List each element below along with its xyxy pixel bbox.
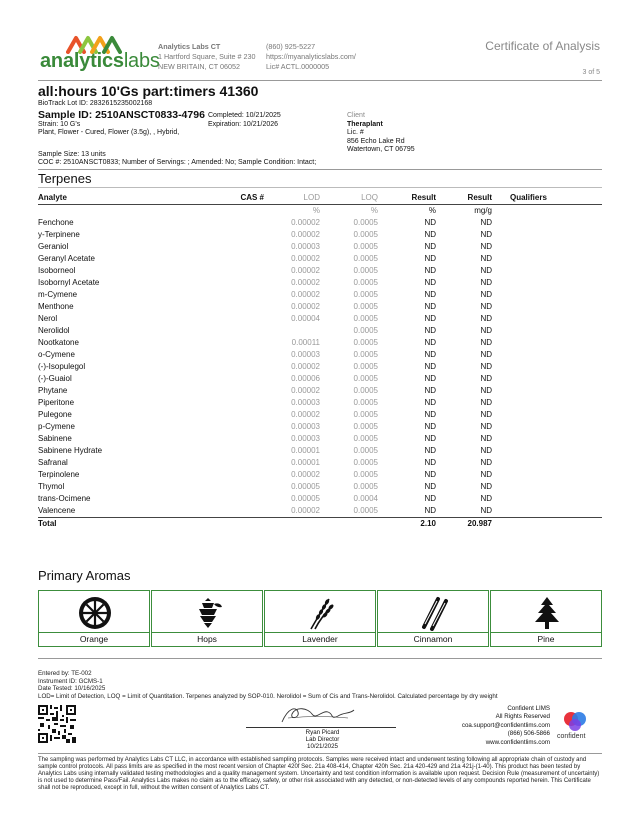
cas-number xyxy=(208,349,264,361)
result-mg: ND xyxy=(480,434,492,443)
lod-value: 0.00003 xyxy=(291,434,320,443)
qualifier xyxy=(492,253,602,265)
lab-website[interactable]: https://myanalyticslabs.com/ xyxy=(266,52,356,61)
lab-address-line2: NEW BRITAIN, CT 06052 xyxy=(158,62,241,71)
col-result-pct: Result xyxy=(378,192,436,205)
result-pct: ND xyxy=(424,506,436,515)
loq-value: 0.0005 xyxy=(353,242,378,251)
cas-number xyxy=(208,421,264,433)
loq-value: 0.0005 xyxy=(353,458,378,467)
cas-number xyxy=(208,457,264,469)
result-mg: ND xyxy=(480,338,492,347)
lod-value: 0.00005 xyxy=(291,482,320,491)
terpene-row xyxy=(38,229,602,241)
result-pct: ND xyxy=(424,410,436,419)
terpene-row xyxy=(38,505,602,518)
document-title: Certificate of Analysis xyxy=(485,39,600,53)
strain: Strain: 10 G's xyxy=(38,121,81,128)
lod-value: 0.00002 xyxy=(291,254,320,263)
lab-phone: (860) 925-5227 xyxy=(266,42,316,51)
lod-value: 0.00002 xyxy=(291,290,320,299)
biotrack-lot-id: BioTrack Lot ID: 2832615235002168 xyxy=(38,100,153,107)
analyte-name: trans-Ocimene xyxy=(38,494,91,503)
cas-number xyxy=(208,337,264,349)
result-mg: ND xyxy=(480,374,492,383)
loq-value: 0.0005 xyxy=(353,350,378,359)
result-pct: ND xyxy=(424,398,436,407)
loq-value: 0.0005 xyxy=(353,362,378,371)
qualifier xyxy=(492,421,602,433)
confident-logo-text: confident xyxy=(557,733,586,740)
signature-block xyxy=(250,729,395,751)
signature-line xyxy=(246,727,396,728)
analyte-name: Phytane xyxy=(38,386,68,395)
lab-contact xyxy=(266,42,356,72)
lab-address xyxy=(158,42,256,72)
result-pct: ND xyxy=(424,434,436,443)
notes-divider xyxy=(38,658,602,659)
lod-value: 0.00002 xyxy=(291,470,320,479)
loq-value: 0.0005 xyxy=(353,398,378,407)
sample-size: Sample Size: 13 units xyxy=(38,151,106,158)
legal-disclaimer: The sampling was performed by Analytics Labs CT LLC, in accordance with established sampling protocols. Samples were received intact and underwent testing following all appropriate chain of custody and sample control protocols. All pass limits are as specified in the most recent version of Chapter 420f Sec. 21a 408-414, Chapter 420h Sec. 21a 420-429 and 21a 421j-(1-40). This product has been tested by Analytics Labs using internally validated testing methodologies and a quality management system. Uncertainty and test condition information is available upon request. Decision Rule (measurement of uncertainty) is not used to determine Pass/Fail. Analytics Labs makes no claim as to the efficacy, safety, or other risk associated with any detected, or non-detected levels of any compounds reported herein. This Certificate shall not be reproduced, except in full, without the written consent of Analytics Labs CT. xyxy=(38,757,600,791)
coc-info: COC #: 2510ANSCT0833; Number of Servings: ; Amended: No; Sample Condition: Intact; xyxy=(38,159,317,166)
lavender-icon xyxy=(303,595,339,631)
aroma-label: Cinnamon xyxy=(378,632,488,645)
loq-value: 0.0005 xyxy=(353,290,378,299)
analyte-name: Isobornyl Acetate xyxy=(38,278,100,287)
loq-value: 0.0004 xyxy=(353,494,378,503)
analyte-name: Sabinene xyxy=(38,434,72,443)
analyte-name: Geranyl Acetate xyxy=(38,254,95,263)
analyte-name: Nerol xyxy=(38,314,58,323)
client-city: Watertown, CT 06795 xyxy=(347,146,415,154)
terpene-row xyxy=(38,481,602,493)
qualifier xyxy=(492,325,602,337)
loq-value: 0.0005 xyxy=(353,254,378,263)
director-name: Ryan Picard xyxy=(305,729,340,736)
cas-number xyxy=(208,241,264,253)
result-pct: ND xyxy=(424,494,436,503)
col-cas: CAS # xyxy=(208,192,264,205)
total-pct: 2.10 xyxy=(378,518,436,531)
qr-code-icon[interactable] xyxy=(38,705,76,743)
cas-number xyxy=(208,265,264,277)
lod-value: 0.00001 xyxy=(291,446,320,455)
cas-number xyxy=(208,325,264,337)
cas-number xyxy=(208,505,264,518)
result-pct: ND xyxy=(424,446,436,455)
cas-number xyxy=(208,277,264,289)
sample-matrix: Plant, Flower - Cured, Flower (3.5g), , Hybrid, xyxy=(38,129,180,136)
aroma-cinnamon xyxy=(377,590,489,647)
units-row: % % % mg/g xyxy=(312,206,492,215)
cas-number xyxy=(208,493,264,505)
qualifier xyxy=(492,457,602,469)
analyte-name: Sabinene Hydrate xyxy=(38,446,103,455)
qualifier xyxy=(492,349,602,361)
qualifier xyxy=(492,217,602,229)
expiration-date: Expiration: 10/21/2026 xyxy=(208,121,279,128)
lod-value: 0.00002 xyxy=(291,266,320,275)
sample-id: Sample ID: 2510ANSCT0833-4796 xyxy=(38,109,205,121)
analyte-name: (-)-Guaiol xyxy=(38,374,72,383)
result-mg: ND xyxy=(480,422,492,431)
lod-value: 0.00002 xyxy=(291,218,320,227)
analytics-labs-logo-text: analyticslabs xyxy=(40,50,160,72)
client-block xyxy=(347,112,415,155)
analyte-name: Valencene xyxy=(38,506,76,515)
result-pct: ND xyxy=(424,350,436,359)
page-number: 3 of 5 xyxy=(582,69,600,76)
terpene-row xyxy=(38,277,602,289)
terpene-row xyxy=(38,445,602,457)
result-mg: ND xyxy=(480,506,492,515)
qualifier xyxy=(492,505,602,518)
col-loq: LOQ xyxy=(320,192,378,205)
result-pct: ND xyxy=(424,230,436,239)
cas-number xyxy=(208,385,264,397)
loq-value: 0.0005 xyxy=(353,506,378,515)
director-signature xyxy=(278,704,358,728)
cas-number xyxy=(208,361,264,373)
result-mg: ND xyxy=(480,266,492,275)
lod-value: 0.00003 xyxy=(291,398,320,407)
lab-address-line1: 1 Hartford Square, Suite # 230 xyxy=(158,52,256,61)
terpene-row xyxy=(38,493,602,505)
terpene-row xyxy=(38,301,602,313)
aroma-lavender xyxy=(264,590,376,647)
qualifier xyxy=(492,361,602,373)
terpene-row xyxy=(38,373,602,385)
confident-info xyxy=(462,705,550,747)
loq-value: 0.0005 xyxy=(353,338,378,347)
lod-value: 0.00002 xyxy=(291,506,320,515)
result-pct: ND xyxy=(424,326,436,335)
loq-value: 0.0005 xyxy=(353,422,378,431)
section-divider xyxy=(38,169,602,170)
result-mg: ND xyxy=(480,218,492,227)
orange-icon xyxy=(77,595,113,631)
qualifier xyxy=(492,289,602,301)
analyte-name: p-Cymene xyxy=(38,422,75,431)
cas-number xyxy=(208,397,264,409)
cas-number xyxy=(208,445,264,457)
total-mg: 20.987 xyxy=(436,518,492,531)
qualifier xyxy=(492,277,602,289)
confident-site[interactable]: www.confidentlims.com xyxy=(485,738,550,746)
qualifier xyxy=(492,409,602,421)
col-result-mg: Result xyxy=(436,192,492,205)
confident-email[interactable]: coa.support@confidentlims.com xyxy=(461,721,550,729)
analyte-name: Menthone xyxy=(38,302,74,311)
result-pct: ND xyxy=(424,218,436,227)
lod-value: 0.00002 xyxy=(291,386,320,395)
result-mg: ND xyxy=(480,230,492,239)
terpene-row xyxy=(38,397,602,409)
terpene-row xyxy=(38,361,602,373)
result-pct: ND xyxy=(424,386,436,395)
result-pct: ND xyxy=(424,470,436,479)
terpene-row xyxy=(38,217,602,229)
qualifier xyxy=(492,301,602,313)
terpene-row xyxy=(38,289,602,301)
terpene-row xyxy=(38,325,602,337)
cas-number xyxy=(208,229,264,241)
total-row xyxy=(38,518,602,531)
result-pct: ND xyxy=(424,314,436,323)
qualifier xyxy=(492,493,602,505)
terpene-row xyxy=(38,313,602,325)
result-mg: ND xyxy=(480,350,492,359)
cas-number xyxy=(208,469,264,481)
col-analyte: Analyte xyxy=(38,192,208,205)
loq-value: 0.0005 xyxy=(353,482,378,491)
lab-name: Analytics Labs CT xyxy=(158,42,221,51)
cas-number xyxy=(208,301,264,313)
loq-value: 0.0005 xyxy=(353,410,378,419)
lod-value: 0.00002 xyxy=(291,230,320,239)
lod-value: 0.00003 xyxy=(291,242,320,251)
loq-value: 0.0005 xyxy=(353,446,378,455)
terpenes-header-row xyxy=(38,192,602,205)
result-pct: ND xyxy=(424,362,436,371)
terpene-row xyxy=(38,421,602,433)
terpene-row xyxy=(38,349,602,361)
completed-date: Completed: 10/21/2025 xyxy=(208,112,281,119)
lod-value: 0.00002 xyxy=(291,410,320,419)
result-mg: ND xyxy=(480,362,492,371)
analyte-name: Pulegone xyxy=(38,410,72,419)
entered-by: Entered by: TE-002 xyxy=(38,670,92,677)
aroma-label: Lavender xyxy=(265,632,375,645)
aroma-orange xyxy=(38,590,150,647)
confident-name: Confident LIMS xyxy=(507,705,550,712)
result-pct: ND xyxy=(424,278,436,287)
cas-number xyxy=(208,313,264,325)
result-pct: ND xyxy=(424,374,436,383)
lod-value: 0.00003 xyxy=(291,422,320,431)
terpenes-title: Terpenes xyxy=(38,171,92,186)
lab-license: Lic# ACTL.0000005 xyxy=(266,62,330,71)
product-name: all:hours 10'Gs part:timers 41360 xyxy=(38,83,259,99)
aroma-hops xyxy=(151,590,263,647)
result-mg: ND xyxy=(480,314,492,323)
result-pct: ND xyxy=(424,302,436,311)
result-pct: ND xyxy=(424,290,436,299)
analyte-name: Isoborneol xyxy=(38,266,76,275)
analyte-name: Thymol xyxy=(38,482,65,491)
analyte-name: Piperitone xyxy=(38,398,75,407)
analyte-name: Geraniol xyxy=(38,242,69,251)
lod-value: 0.00011 xyxy=(291,338,320,347)
lod-value: 0.00001 xyxy=(291,458,320,467)
analyte-name: y-Terpinene xyxy=(38,230,80,239)
lod-value: 0.00002 xyxy=(291,278,320,287)
confident-phone: (866) 506-5866 xyxy=(507,730,550,738)
result-mg: ND xyxy=(480,494,492,503)
terpenes-title-divider xyxy=(38,187,602,188)
aroma-label: Hops xyxy=(152,632,262,645)
loq-value: 0.0005 xyxy=(353,302,378,311)
result-mg: ND xyxy=(480,290,492,299)
qualifier xyxy=(492,385,602,397)
terpene-row xyxy=(38,469,602,481)
analyte-name: Fenchone xyxy=(38,218,74,227)
qualifier xyxy=(492,481,602,493)
confident-logo-icon xyxy=(562,710,588,732)
qualifier xyxy=(492,265,602,277)
client-license: Lic. # xyxy=(347,129,364,137)
terpene-row xyxy=(38,265,602,277)
qualifier xyxy=(492,337,602,349)
loq-value: 0.0005 xyxy=(353,230,378,239)
cas-number xyxy=(208,481,264,493)
signature-date: 10/21/2025 xyxy=(307,743,338,751)
terpenes-table xyxy=(38,192,602,530)
terpene-row xyxy=(38,457,602,469)
col-lod: LOD xyxy=(264,192,320,205)
client-name: Theraplant xyxy=(347,120,383,128)
col-qualifiers: Qualifiers xyxy=(492,192,602,205)
result-mg: ND xyxy=(480,458,492,467)
aroma-label: Pine xyxy=(491,632,601,645)
result-mg: ND xyxy=(480,482,492,491)
qualifier xyxy=(492,445,602,457)
aroma-pine xyxy=(490,590,602,647)
cas-number xyxy=(208,373,264,385)
lod-value: 0.00006 xyxy=(291,374,320,383)
client-street: 856 Echo Lake Rd xyxy=(347,137,405,145)
loq-value: 0.0005 xyxy=(353,386,378,395)
director-title: Lab Director xyxy=(305,736,340,744)
confident-rights: All Rights Reserved xyxy=(495,713,550,721)
result-pct: ND xyxy=(424,338,436,347)
result-mg: ND xyxy=(480,254,492,263)
cas-number xyxy=(208,409,264,421)
terpene-row xyxy=(38,253,602,265)
cas-number xyxy=(208,433,264,445)
analyte-name: Safranal xyxy=(38,458,68,467)
analyte-name: o-Cymene xyxy=(38,350,75,359)
test-notes xyxy=(38,670,498,700)
terpene-row xyxy=(38,337,602,349)
qualifier xyxy=(492,313,602,325)
loq-value: 0.0005 xyxy=(353,218,378,227)
footer-divider xyxy=(38,753,602,754)
lod-value: 0.00004 xyxy=(291,314,320,323)
qualifier xyxy=(492,229,602,241)
analyte-name: (-)-Isopulegol xyxy=(38,362,86,371)
result-pct: ND xyxy=(424,458,436,467)
lod-value: 0.00003 xyxy=(291,350,320,359)
lod-value: 0.00002 xyxy=(291,362,320,371)
hops-icon xyxy=(190,595,226,631)
result-mg: ND xyxy=(480,398,492,407)
loq-value: 0.0005 xyxy=(353,434,378,443)
lod-value xyxy=(264,325,320,337)
analyte-name: Nerolidol xyxy=(38,326,70,335)
total-label: Total xyxy=(38,518,208,531)
terpene-row xyxy=(38,241,602,253)
pine-tree-icon xyxy=(529,595,565,631)
analyte-name: Nootkatone xyxy=(38,338,79,347)
lod-value: 0.00002 xyxy=(291,302,320,311)
result-mg: ND xyxy=(480,410,492,419)
result-pct: ND xyxy=(424,242,436,251)
result-pct: ND xyxy=(424,422,436,431)
result-pct: ND xyxy=(424,266,436,275)
cas-number xyxy=(208,217,264,229)
analyte-name: Terpinolene xyxy=(38,470,80,479)
qualifier xyxy=(492,373,602,385)
loq-value: 0.0005 xyxy=(353,326,378,335)
result-pct: ND xyxy=(424,482,436,491)
header-divider xyxy=(38,80,602,81)
loq-value: 0.0005 xyxy=(353,266,378,275)
result-mg: ND xyxy=(480,446,492,455)
qualifier xyxy=(492,433,602,445)
result-pct: ND xyxy=(424,254,436,263)
result-mg: ND xyxy=(480,386,492,395)
date-tested: Date Tested: 10/16/2025 xyxy=(38,685,106,693)
cas-number xyxy=(208,289,264,301)
terpene-row xyxy=(38,385,602,397)
qualifier xyxy=(492,469,602,481)
aroma-label: Orange xyxy=(39,632,149,645)
loq-value: 0.0005 xyxy=(353,470,378,479)
result-mg: ND xyxy=(480,326,492,335)
lod-value: 0.00005 xyxy=(291,494,320,503)
result-mg: ND xyxy=(480,302,492,311)
loq-value: 0.0005 xyxy=(353,314,378,323)
client-label: Client xyxy=(347,112,365,119)
loq-value: 0.0005 xyxy=(353,374,378,383)
lod-loq-legend: LOD= Limit of Detection, LOQ = Limit of Quantitation. Terpenes analyzed by SOP-010. Nerolidol = Sum of Cis and Trans-Nerolidol. Calculated percentage by dry weight xyxy=(38,692,498,700)
loq-value: 0.0005 xyxy=(353,278,378,287)
qualifier xyxy=(492,397,602,409)
instrument-id: Instrument ID: GCMS-1 xyxy=(38,677,103,685)
result-mg: ND xyxy=(480,470,492,479)
cinnamon-icon xyxy=(416,595,452,631)
terpene-row xyxy=(38,409,602,421)
result-mg: ND xyxy=(480,242,492,251)
analyte-name: m-Cymene xyxy=(38,290,78,299)
result-mg: ND xyxy=(480,278,492,287)
aromas-title: Primary Aromas xyxy=(38,568,131,583)
cas-number xyxy=(208,253,264,265)
qualifier xyxy=(492,241,602,253)
terpene-row xyxy=(38,433,602,445)
